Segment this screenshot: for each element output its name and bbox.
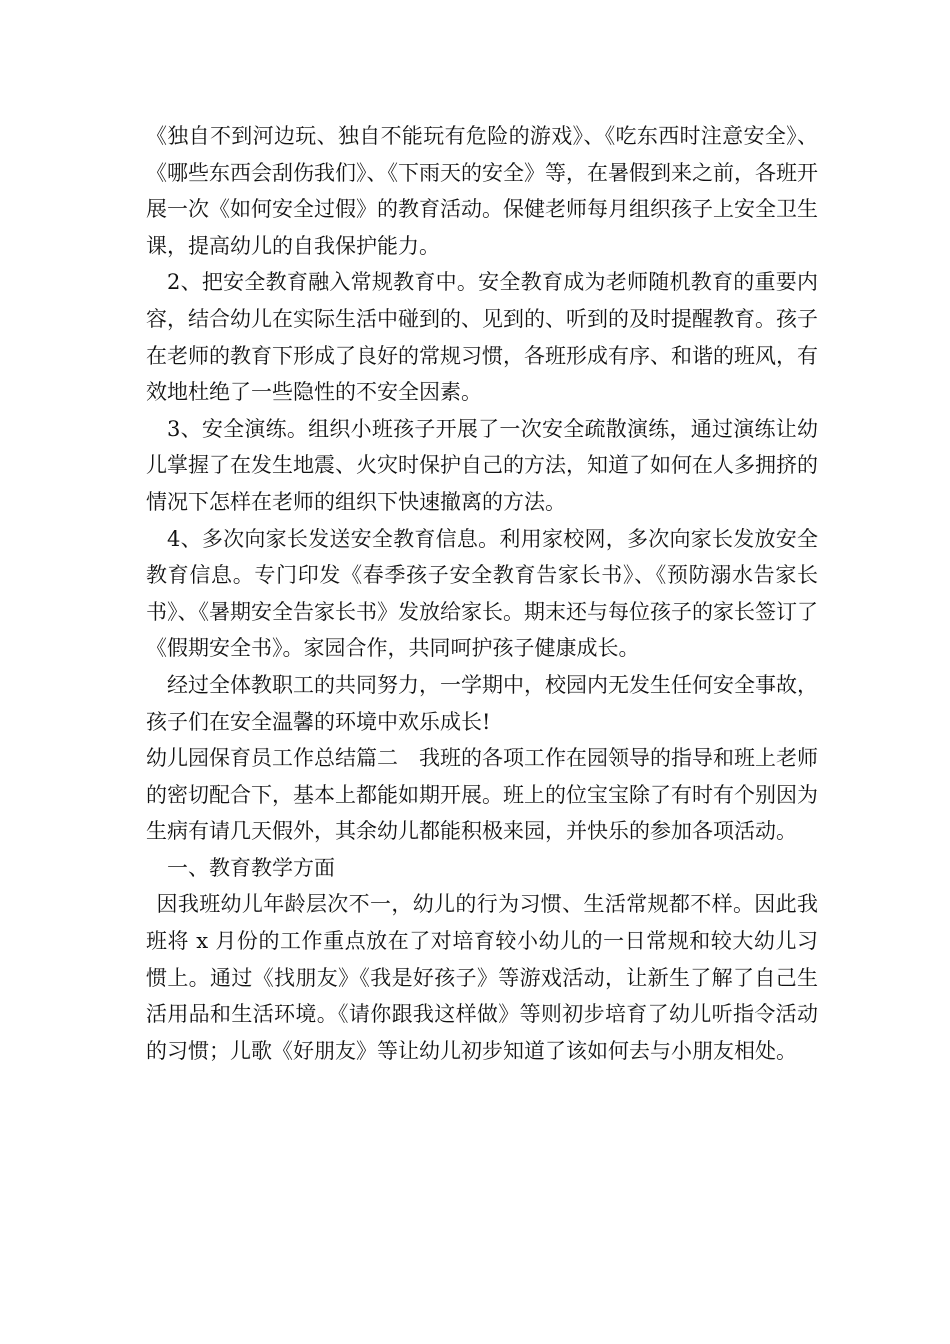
paragraph-safety-drill: 3、安全演练。组织小班孩子开展了一次安全疏散演练，通过演练让幼儿掌握了在发生地震、火灾时保护自己的方法，知道了如何在人多拥挤的情况下怎样在老师的组织下快速撤离的方法。	[146, 416, 818, 514]
section-heading-teaching: 一、教育教学方面	[167, 855, 335, 880]
paragraph-part-two-intro: 幼儿园保育员工作总结篇二 我班的各项工作在园领导的指导和班上老师的密切配合下，基本上都能如期开展。班上的位宝宝除了有时有个别因为生病有请几天假外，其余幼儿都能积极来园，并快乐的参加各项活动。	[146, 746, 818, 844]
paragraph-parent-info: 4、多次向家长发送安全教育信息。利用家校网，多次向家长发放安全教育信息。专门印发《春季孩子安全教育告家长书》、《预防溺水告家长书》、《暑期安全告家长书》发放给家长。期末还与每位孩子的家长签订了《假期安全书》。家园合作，共同呵护孩子健康成长。	[146, 526, 818, 661]
paragraph-safety-topics: 《独自不到河边玩、独自不能玩有危险的游戏》、《吃东西时注意安全》、《哪些东西会刮伤我们》、《下雨天的安全》等，在暑假到来之前，各班开展一次《如何安全过假》的教育活动。保健老师每月组织孩子上安全卫生课，提高幼儿的自我保护能力。	[146, 124, 818, 258]
paragraph-routine-education: 2、把安全教育融入常规教育中。安全教育成为老师随机教育的重要内容，结合幼儿在实际生活中碰到的、见到的、听到的及时提醒教育。孩子在老师的教育下形成了良好的常规习惯，各班形成有序、和谐的班风，有效地杜绝了一些隐性的不安全因素。	[146, 270, 818, 405]
document-body	[146, 118, 818, 1069]
paragraph-teaching-details: 因我班幼儿年龄层次不一，幼儿的行为习惯、生活常规都不样。因此我班将 x 月份的工作重点放在了对培育较小幼儿的一日常规和较大幼儿习惯上。通过《找朋友》《我是好孩子》等游戏活动，让新生了解了自己生活用品和生活环境。《请你跟我这样做》等则初步培育了幼儿听指令活动的习惯；儿歌《好朋友》等让幼儿初步知道了该如何去与小朋友相处。	[146, 892, 818, 1063]
paragraph-conclusion: 经过全体教职工的共同努力，一学期中，校园内无发生任何安全事故，孩子们在安全温馨的环境中欢乐成长!	[146, 672, 818, 734]
